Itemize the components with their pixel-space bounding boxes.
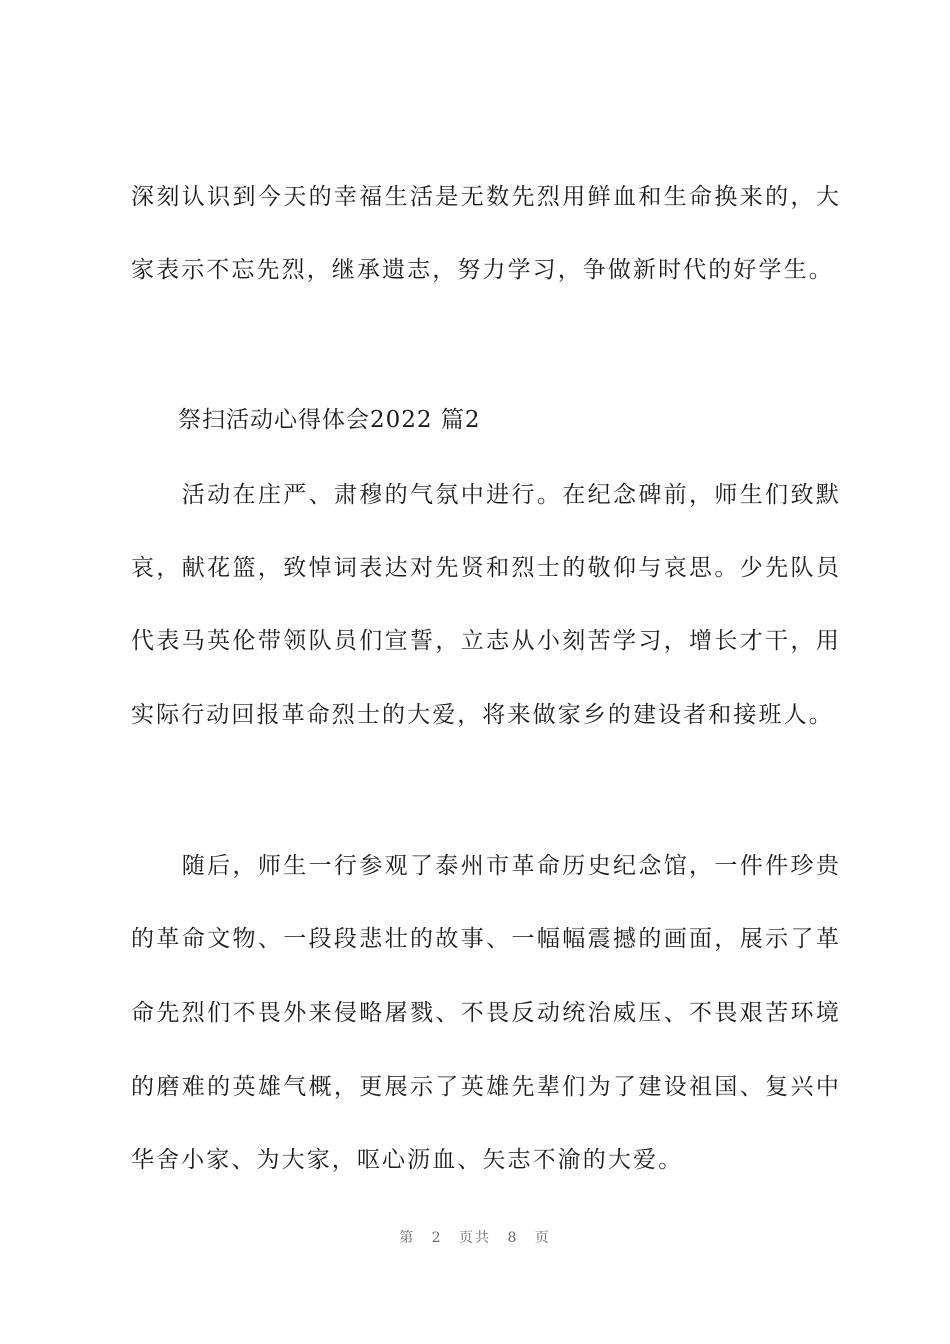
- page-number-footer: 第 2 页共 8 页: [399, 1230, 551, 1246]
- paragraph-3-line-4: 的磨难的英雄气概，更展示了英雄先辈们为了建设祖国、复兴中: [131, 1074, 841, 1100]
- paragraph-3-line-1: 随后，师生一行参观了泰州市革命历史纪念馆，一件件珍贵: [131, 853, 841, 879]
- paragraph-3-line-5: 华舍小家、为大家，呕心沥血、矢志不渝的大爱。: [131, 1147, 684, 1173]
- paragraph-2-line-4: 实际行动回报革命烈士的大爱，将来做家乡的建设者和接班人。: [131, 702, 834, 728]
- paragraph-2-line-1: 活动在庄严、肃穆的气氛中进行。在纪念碑前，师生们致默: [131, 482, 841, 508]
- paragraph-1-line-1: 深刻认识到今天的幸福生活是无数先烈用鲜血和生命换来的，大: [131, 184, 841, 210]
- paragraph-2-line-2: 哀，献花篮，致悼词表达对先贤和烈士的敬仰与哀思。少先队员: [131, 555, 841, 581]
- paragraph-3-line-3: 命先烈们不畏外来侵略屠戮、不畏反动统治威压、不畏艰苦环境: [131, 1000, 841, 1026]
- paragraph-3-line-2: 的革命文物、一段段悲壮的故事、一幅幅震撼的画面，展示了革: [131, 926, 841, 952]
- paragraph-2-line-3: 代表马英伦带领队员们宣誓，立志从小刻苦学习，增长才干，用: [131, 628, 841, 654]
- paragraph-1-line-2: 家表示不忘先烈，继承遗志，努力学习，争做新时代的好学生。: [131, 257, 834, 283]
- section-heading: 祭扫活动心得体会2022 篇2: [178, 407, 481, 433]
